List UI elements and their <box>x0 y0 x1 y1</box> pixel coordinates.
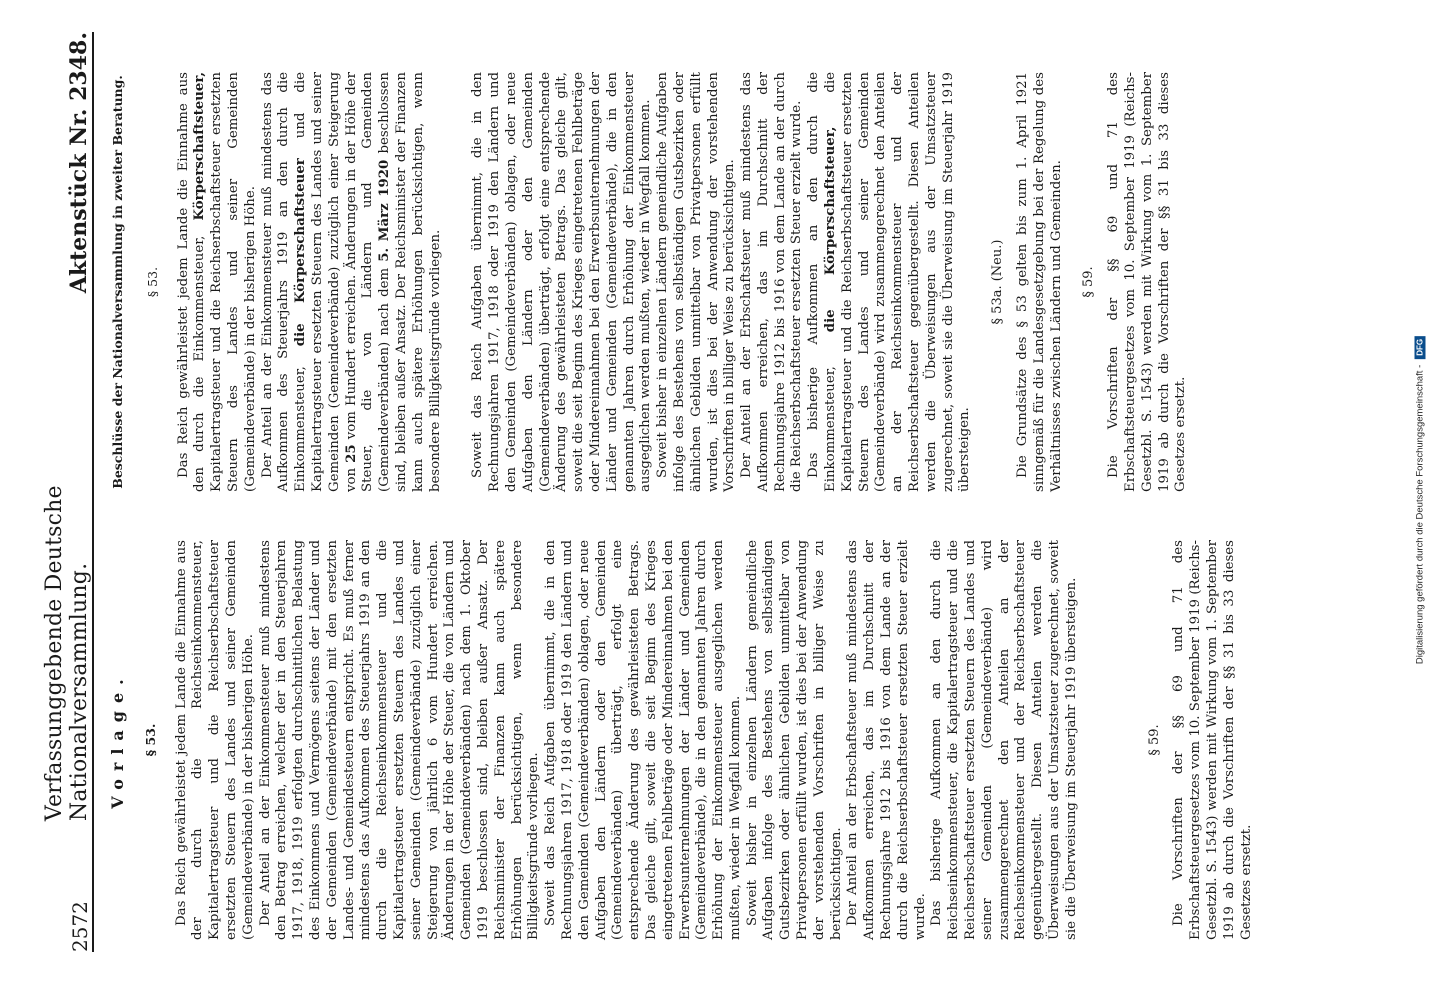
highlight-die-koerperschaftsteuer: die Körperschaftsteuer <box>293 158 309 347</box>
digitization-credit <box>1412 10 1428 990</box>
left-column-vorlage <box>110 540 1375 940</box>
digitization-note-text: Digitalisierung gefördert durch die Deutsche Forschungsgemeinschaft - <box>1414 364 1426 665</box>
left-s53-paragraph-2: Der Anteil an der Einkommensteuer muß mindestens den Betrag erreichen, welcher der in den Steuerjahren 1917, 1918, 1919 erfolgten durchschnittlichen Belastung des Einkommens und Vermögens seitens der Länder und der Gemeinden (Gemeindeverbände) mit den ersetzten Landes- und Gemeindesteuern entspricht. Es muß ferner mindestens das Aufkommen des Steuerjahrs 1919 an den durch die Reichseinkommensteuer und die Kapitalertragsteuer ersetzten Steuern des Landes und seiner Gemeinden (Gemeindeverbände) zuzüglich einer Steigerung von jährlich 6 vom Hundert erreichen. Änderungen in der Höhe der Steuer, die von Ländern und Gemeinden (Gemeindeverbänden) nach dem 1. Oktober 1919 beschlossen sind, bleiben außer Ansatz. Der Reichsminister der Finanzen kann auch spätere Erhöhungen berücksichtigen, wenn besondere Billigkeitsgründe vorliegen. <box>257 540 542 940</box>
right-section-53-title: § 53. <box>144 266 160 298</box>
dfg-logo: DFG <box>1415 336 1426 359</box>
page-title: Verfassunggebende Deutsche Nationalversammlung. <box>42 485 92 822</box>
left-s53-paragraph-5: Der Anteil an der Erbschaftsteuer muß mindestens das Aufkommen erreichen, das im Durchschnitt der Rechnungsjahre 1912 bis 1916 von dem Lande an der durch die Reichserbschaftsteuer ersetzten Steuer erzielt wurde. <box>845 540 928 940</box>
right-s53-paragraph-6: Das bisherige Aufkommen an den durch die Einkommensteuer, die Körperschaftsteuer, die Kapitalertragsteuer und die Reichserbschaftsteuer ersetzten Steuern des Landes und seiner Gemeinden (Gemeindeverbände) wird zusammengerechnet den Anteilen an der Reichseinkommensteuer und der Reichserbschaftsteuer gegenübergestellt. Diesen Anteilen werden die Überweisungen aus der Umsatzsteuer zugerechnet, soweit sie die Überweisung im Steuerjahr 1919 übersteigen. <box>806 72 973 492</box>
right-s53-paragraph-1: Das Reich gewährleistet jedem Lande die Einnahme aus den durch die Einkommensteuer, Körperschaftsteuer, Kapitalertragsteuer und die Reichserbschaftsteuer ersetzten Steuern des Landes und seiner Gemeinden (Gemeindeverbände) in der bisherigen Höhe. <box>175 72 258 492</box>
left-s53-paragraph-6: Das bisherige Aufkommen an den durch die Reichseinkommensteuer, die Kapitalertragsteuer und die Reichserbschaftsteuer ersetzten Steuern des Landes und seiner Gemeinden (Gemeindeverbände) wird zusammengerechnet den Anteilen an der Reichseinkommensteuer und der Reichserbschaftsteuer gegenübergestellt. Diesen Anteilen werden die Überweisungen aus der Umsatzsteuer zugerechnet, soweit sie die Überweisung im Steuerjahr 1919 übersteigen. <box>929 540 1079 940</box>
right-s53-paragraph-4: Soweit bisher in einzelnen Ländern gemeindliche Aufgaben infolge des Bestehens von selbständigen Gutsbezirken oder ähnlichen Gebilden unmittelbar von Privatpersonen erfüllt wurden, ist dies bei der Anwendung der vorstehenden Vorschriften in billiger Weise zu berücksichtigen. <box>655 72 738 492</box>
right-s53-paragraph-3: Soweit das Reich Aufgaben übernimmt, die in den Rechnungsjahren 1917, 1918 oder 1919 den Ländern und den Gemeinden (Gemeindeverbänden) oblagen, oder neue Aufgaben den Ländern oder den Gemeinden (Gemeindeverbänden) überträgt, erfolgt eine entsprechende Änderung des gewährleisteten Betrags. Das gleiche gilt, soweit die seit Beginn des Krieges eingetretenen Fehlbeträge oder Mindereinnahmen bei den Erwerbsunternehmungen der Länder und Gemeinden (Gemeindeverbände), die in den genannten Jahren durch Erhöhung der Einkommensteuer ausgeglichen werden mußten, wieder in Wegfall kommen. <box>470 72 654 492</box>
highlight-25: 25 <box>343 444 359 463</box>
page-number: 2572 <box>68 901 92 952</box>
right-s53-paragraph-2: Der Anteil an der Einkommensteuer muß mindestens das Aufkommen des Steuerjahrs 1919 an den durch die Einkommensteuer, die Körperschaftsteuer und die Kapitalertragsteuer ersetzten Steuern des Landes und seiner Gemeinden (Gemeindeverbände) zuzüglich einer Steigerung von 25 vom Hundert erreichen. Änderungen in der Höhe der Steuer, die von Ländern und Gemeinden (Gemeindeverbänden) nach dem 5. März 1920 beschlossen sind, bleiben außer Ansatz. Der Reichsminister der Finanzen kann auch spätere Erhöhungen berücksichtigen, wenn besondere Billigkeitsgründe vorliegen. <box>259 72 443 492</box>
left-column-heading: Vorlage. <box>108 671 127 809</box>
highlight-die-koerperschaftsteuer-2: die Körperschaftsteuer, <box>823 126 839 333</box>
right-column-beschluesse <box>110 72 1375 492</box>
highlight-date: 5. März 1920 <box>377 159 393 262</box>
left-section-53-title: § 53. <box>142 723 158 757</box>
left-s59-paragraph: Die Vorschriften der §§ 69 und 71 des Erbschaftsteuergesetzes vom 10. September 1919 (Reichs-Gesetzbl. S. 1543) werden mit Wirkung vom 1. September 1919 ab durch die Vorschriften der §§ 31 bis 33 dieses Gesetzes ersetzt. <box>1171 540 1254 940</box>
left-s53-paragraph-3: Soweit das Reich Aufgaben übernimmt, die in den Rechnungsjahren 1917, 1918 oder 1919 den Ländern und den Gemeinden (Gemeindeverbänden) oblagen, oder neue Aufgaben den Ländern oder den Gemeinden (Gemeindeverbänden) überträgt, erfolgt eine entsprechende Änderung des gewährleisteten Betrags. Das gleiche gilt, soweit die seit Beginn des Krieges eingetretenen Fehlbeträge oder Mindereinnahmen bei den Erwerbsunternehmungen der Länder und Gemeinden (Gemeindeverbände), die in den genannten Jahren durch Erhöhung der Einkommensteuer ausgeglichen werden mußten, wieder in Wegfall kommen. <box>543 540 743 940</box>
left-s53-paragraph-1: Das Reich gewährleistet jedem Lande die Einnahme aus der durch die Reichseinkommensteuer, Kapitalertragsteuer und die Reichserbschaftsteuer ersetzten Steuern des Landes und seiner Gemeinden (Gemeindeverbände) in der bisherigen Höhe. <box>173 540 256 940</box>
right-s59-paragraph: Die Vorschriften der §§ 69 und 71 des Erbschaftsteuergesetzes vom 10. September 1919 (Reichs-Gesetzbl. S. 1543) werden mit Wirkung vom 1. September 1919 ab durch die Vorschriften der §§ 31 bis 33 dieses Gesetzes ersetzt. <box>1106 72 1189 492</box>
document-number: Aktenstück Nr. 2348. <box>66 32 92 294</box>
right-section-53a-title: § 53a. (Neu.) <box>990 239 1006 325</box>
right-s53-paragraph-5: Der Anteil an der Erbschaftsteuer muß mindestens das Aufkommen erreichen, das im Durchschnitt der Rechnungsjahre 1912 bis 1916 von dem Lande an der durch die Reichserbschaftsteuer ersetzten Steuer erzielt wurde. <box>739 72 805 492</box>
page-header <box>42 32 94 952</box>
highlight-koerperschaftsteuer: Körperschaftsteuer, <box>192 72 208 221</box>
left-s53-paragraph-4: Soweit bisher in einzelnen Ländern gemeindliche Aufgaben infolge des Bestehens von selbständigen Gutsbezirken oder ähnlichen Gebilden unmittelbar von Privatpersonen erfüllt wurden, ist dies bei der Anwendung der vorstehenden Vorschriften in billiger Weise zu berücksichtigen. <box>744 540 844 940</box>
right-section-59-title: § 59. <box>1081 266 1097 298</box>
left-section-59-title: § 59. <box>1146 724 1162 756</box>
right-s53a-paragraph: Die Grundsätze des § 53 gelten bis zum 1. April 1921 sinngemäß für die Landesgesetzgebung bei der Regelung des Verhältnisses zwischen Ländern und Gemeinden. <box>1015 72 1064 492</box>
right-column-heading: Beschlüsse der Nationalversammlung in zweiter Beratung. <box>110 75 125 489</box>
